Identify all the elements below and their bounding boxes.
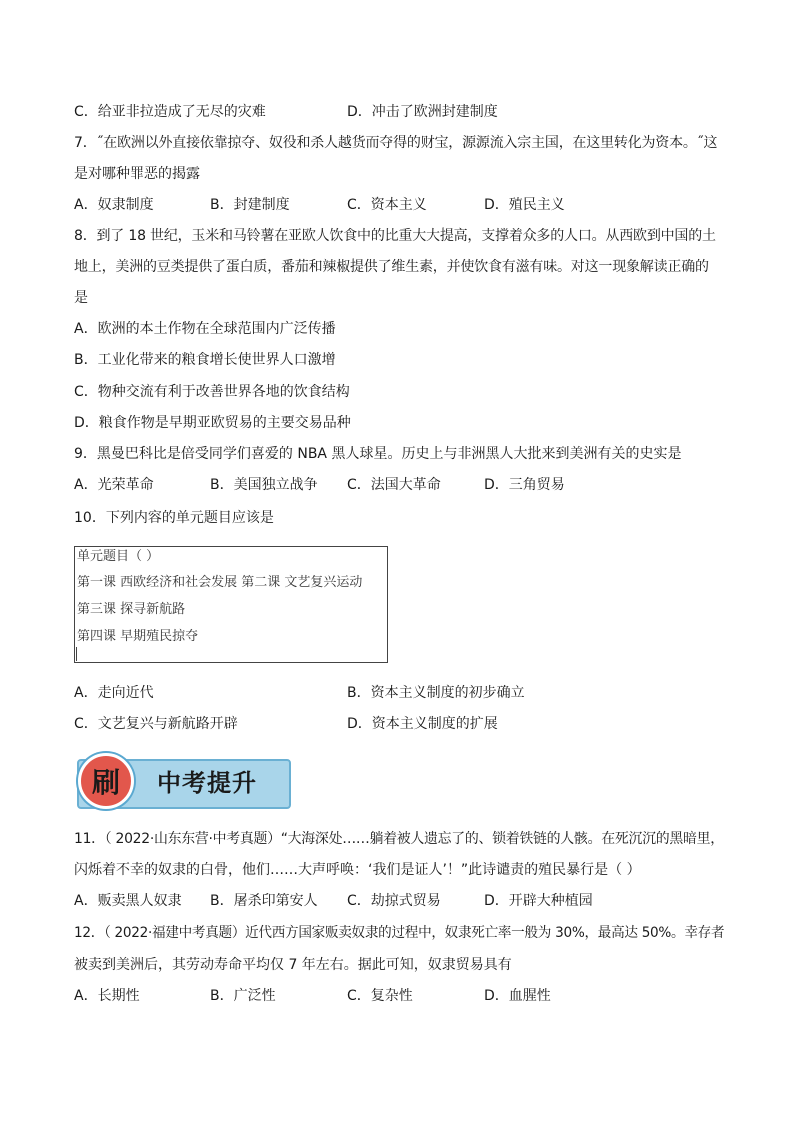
q12-option-b: B．广泛性 <box>210 988 276 1004</box>
q11-option-d: D．开辟大种植园 <box>484 893 593 909</box>
q8-option-a: A．欧洲的本土作物在全球范围内广泛传播 <box>74 321 336 337</box>
q12-option-a: A．长期性 <box>74 988 140 1004</box>
q8-option-b: B．工业化带来的粮食增长使世界人口激增 <box>74 352 336 368</box>
q8-stem-line1: 8．到了 18 世纪，玉米和马铃薯在亚欧人饮食中的比重大大提高，支撑着众多的人口。从西欧到中国的土 <box>74 228 716 244</box>
q9-stem: 9．黑曼巴科比是倍受同学们喜爱的 NBA 黑人球星。历史上与非洲黑人大批来到美洲有关的史实是 <box>74 446 682 462</box>
q7-stem-line2: 是对哪种罪恶的揭露 <box>74 166 200 182</box>
banner-badge-icon: 刷 <box>78 753 134 809</box>
q8-stem-line3: 是 <box>74 290 88 306</box>
text-cursor <box>76 647 77 661</box>
q10-stem: 10．下列内容的单元题目应该是 <box>74 510 274 526</box>
q11-option-b: B．屠杀印第安人 <box>210 893 318 909</box>
q10-box-line4: 第四课 早期殖民掠夺 <box>77 629 199 644</box>
q11-stem-line2: 闪烁着不幸的奴隶的白骨，他们……大声呼唤：‘我们是证人’！”此诗谴责的殖民暴行是（ ） <box>74 862 641 878</box>
q10-box-line3: 第三课 探寻新航路 <box>77 602 186 617</box>
q11-option-c: C．劫掠式贸易 <box>347 893 441 909</box>
q7-stem-line1: 7．˝在欧洲以外直接依靠掠夺、奴役和杀人越货而夺得的财宝，源源流入宗主国，在这里转化为资本。˝这 <box>74 135 718 151</box>
q6-option-c: C．给亚非拉造成了无尽的灾难 <box>74 104 266 120</box>
q7-option-b: B．封建制度 <box>210 197 290 213</box>
q7-option-c: C．资本主义 <box>347 197 427 213</box>
q9-option-a: A．光荣革命 <box>74 477 154 493</box>
q9-option-d: D．三角贸易 <box>484 477 565 493</box>
banner-title: 中考提升 <box>157 768 257 797</box>
q12-option-d: D．血腥性 <box>484 988 551 1004</box>
q6-option-d: D．冲击了欧洲封建制度 <box>347 104 498 120</box>
q10-unit-table <box>74 546 388 663</box>
q8-option-c: C．物种交流有利于改善世界各地的饮食结构 <box>74 384 350 400</box>
q10-box-line2: 第一课 西欧经济和社会发展 第二课 文艺复兴运动 <box>77 575 363 590</box>
q10-box-line1: 单元题目（ ） <box>77 549 160 564</box>
q11-option-a: A．贩卖黑人奴隶 <box>74 893 182 909</box>
q7-option-a: A．奴隶制度 <box>74 197 154 213</box>
q12-stem-line1: 12．（ 2022·福建中考真题）近代西方国家贩卖奴隶的过程中，奴隶死亡率一般为 30%，最高达 50%。幸存者 <box>74 925 725 941</box>
q12-option-c: C．复杂性 <box>347 988 413 1004</box>
q8-stem-line2: 地上，美洲的豆类提供了蛋白质，番茄和辣椒提供了维生素，并使饮食有滋有味。对这一现象解读正确的 <box>74 259 709 275</box>
q8-option-d: D．粮食作物是早期亚欧贸易的主要交易品种 <box>74 415 351 431</box>
q10-option-c: C．文艺复兴与新航路开辟 <box>74 716 238 732</box>
q10-option-b: B．资本主义制度的初步确立 <box>347 685 525 701</box>
q9-option-c: C．法国大革命 <box>347 477 441 493</box>
q10-option-d: D．资本主义制度的扩展 <box>347 716 498 732</box>
section-banner <box>77 753 293 811</box>
q9-option-b: B．美国独立战争 <box>210 477 318 493</box>
q12-stem-line2: 被卖到美洲后，其劳动寿命平均仅 7 年左右。据此可知，奴隶贸易具有 <box>74 957 512 973</box>
q10-option-a: A．走向近代 <box>74 685 154 701</box>
q7-option-d: D．殖民主义 <box>484 197 565 213</box>
q11-stem-line1: 11．（ 2022·山东东营·中考真题）“大海深处……躺着被人遗忘了的、锁着铁链的人骸。在死沉沉的黑暗里， <box>74 831 724 847</box>
